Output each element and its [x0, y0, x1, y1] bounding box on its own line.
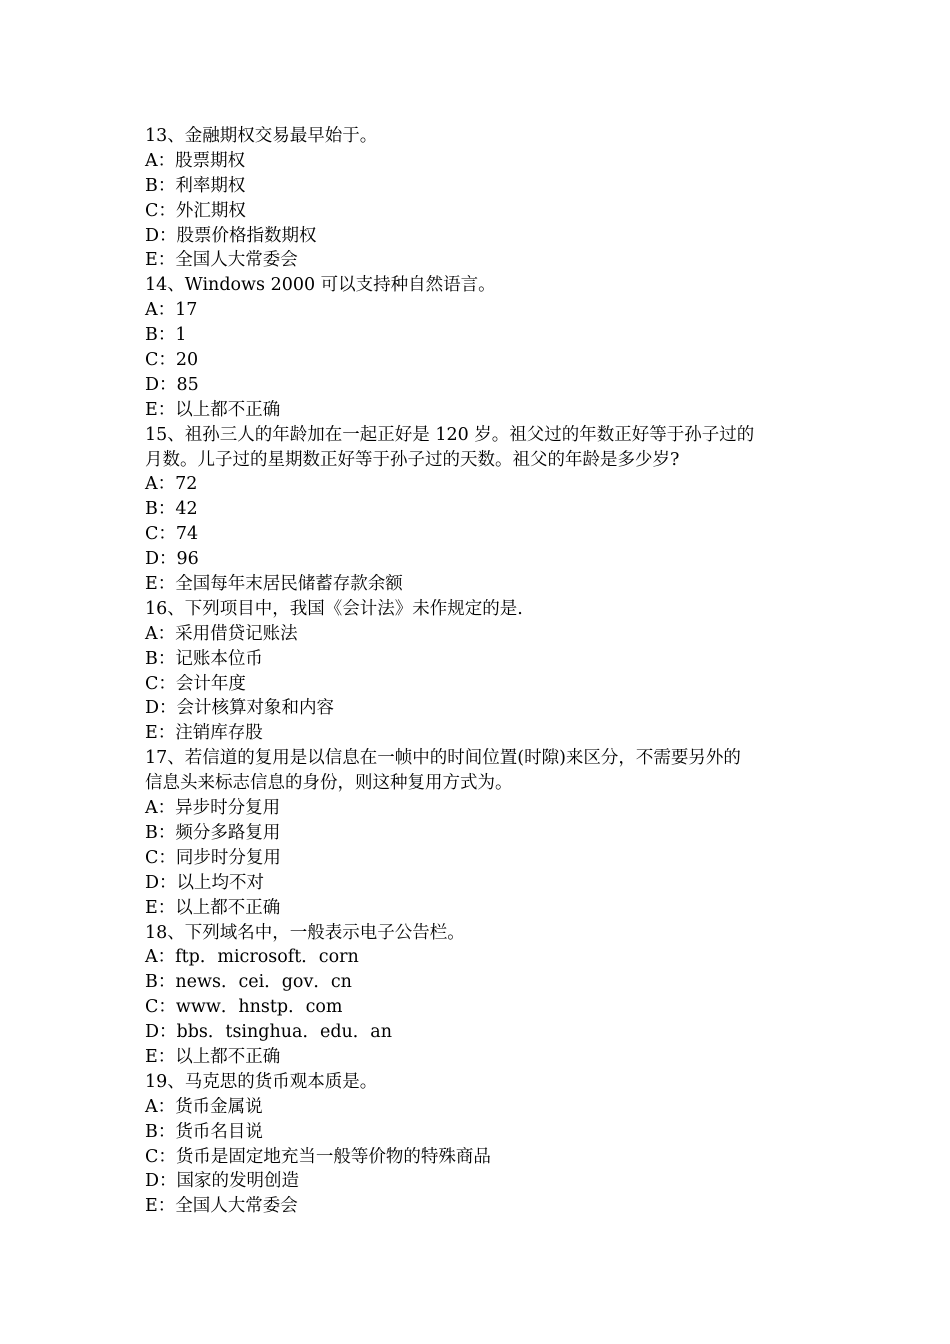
option-c: C：www．hnstp．com: [145, 997, 343, 1018]
option-d: D：国家的发明创造: [145, 1171, 300, 1192]
question-15: [145, 423, 810, 597]
option-e: E：以上都不正确: [145, 1046, 281, 1067]
question-stem-line-1: 17、若信道的复用是以信息在一帧中的时间位置(时隙)来区分，不需要另外的: [145, 748, 741, 769]
option-b: B：频分多路复用: [145, 822, 281, 843]
option-a: A：ftp．microsoft．corn: [145, 947, 359, 968]
question-stem: 14、Windows 2000 可以支持种自然语言。: [145, 275, 496, 296]
option-b: B：1: [145, 325, 187, 346]
option-c: C：货币是固定地充当一般等价物的特殊商品: [145, 1146, 491, 1167]
option-c: C：会计年度: [145, 673, 246, 694]
option-c: C：20: [145, 350, 199, 371]
option-c: C：74: [145, 524, 199, 545]
question-stem-line-1: 15、祖孙三人的年龄加在一起正好是 120 岁。祖父过的年数正好等于孙子过的: [145, 424, 755, 445]
option-b: B：货币名目说: [145, 1121, 263, 1142]
option-e: E：注销库存股: [145, 723, 263, 744]
question-stem: 19、马克思的货币观本质是。: [145, 1071, 378, 1092]
question-19: [145, 1070, 810, 1219]
question-18: [145, 921, 810, 1070]
option-a: A：17: [145, 300, 198, 321]
option-e: E：全国人大常委会: [145, 250, 298, 271]
option-c: C：同步时分复用: [145, 847, 281, 868]
option-d: D：85: [145, 374, 199, 395]
option-d: D：bbs．tsinghua．edu．an: [145, 1022, 393, 1043]
question-stem: 18、下列域名中，一般表示电子公告栏。: [145, 922, 465, 943]
option-b: B：news．cei．gov．cn: [145, 972, 352, 993]
option-a: A：股票期权: [145, 150, 246, 171]
option-e: E：全国每年末居民储蓄存款余额: [145, 574, 403, 595]
option-d: D：会计核算对象和内容: [145, 698, 335, 719]
document-page: [145, 124, 810, 1219]
option-e: E：全国人大常委会: [145, 1196, 298, 1217]
question-17: [145, 746, 810, 920]
option-b: B：42: [145, 499, 198, 520]
option-a: A：货币金属说: [145, 1096, 263, 1117]
option-e: E：以上都不正确: [145, 897, 281, 918]
option-a: A：采用借贷记账法: [145, 623, 298, 644]
option-d: D：96: [145, 549, 199, 570]
option-c: C：外汇期权: [145, 200, 246, 221]
question-stem-line-2: 信息头来标志信息的身份，则这种复用方式为。: [145, 773, 513, 794]
option-d: D：以上均不对: [145, 872, 265, 893]
question-stem: 16、下列项目中，我国《会计法》未作规定的是.: [145, 598, 523, 619]
option-e: E：以上都不正确: [145, 399, 281, 420]
option-d: D：股票价格指数期权: [145, 225, 317, 246]
option-a: A：异步时分复用: [145, 798, 281, 819]
option-b: B：利率期权: [145, 175, 246, 196]
question-stem-line-2: 月数。儿子过的星期数正好等于孙子过的天数。祖父的年龄是多少岁?: [145, 449, 680, 470]
question-stem: 13、金融期权交易最早始于。: [145, 126, 378, 146]
option-b: B：记账本位币: [145, 648, 263, 669]
question-14: [145, 273, 810, 422]
question-16: [145, 597, 810, 746]
question-13: [145, 124, 810, 273]
option-a: A：72: [145, 474, 198, 495]
